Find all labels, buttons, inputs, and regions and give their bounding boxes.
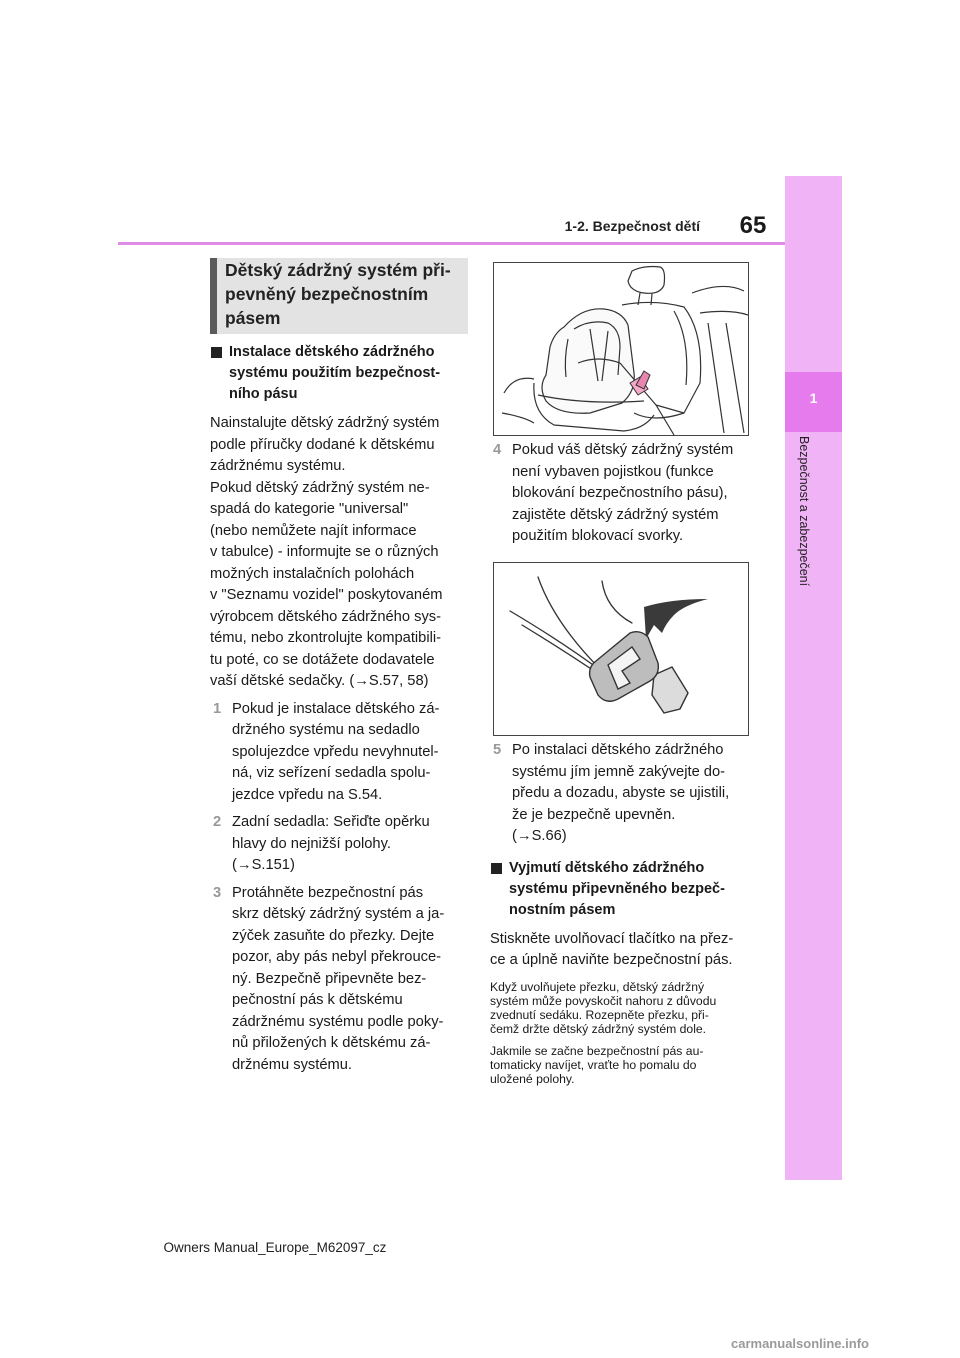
step-number: 3 bbox=[213, 884, 222, 901]
step-number: 5 bbox=[493, 742, 502, 758]
chapter-number: 1 bbox=[809, 390, 818, 406]
chapter-side-tab bbox=[785, 176, 842, 1180]
step-number: 2 bbox=[213, 814, 222, 830]
right-column bbox=[490, 440, 752, 548]
section-heading-line: pevněný bezpečnostním bbox=[225, 284, 429, 304]
step-number: 4 bbox=[493, 442, 502, 458]
right-column-lower bbox=[490, 740, 752, 1086]
watermark-text: carmanualsonline.info bbox=[731, 1336, 869, 1351]
locking-clip-illustration bbox=[493, 562, 749, 736]
step-number: 1 bbox=[213, 700, 222, 717]
left-column bbox=[210, 342, 468, 1076]
step-3: 3 Protáhněte bezpečnostní pás skrz dětský zádržný systém a ja- zýček zasuňte do přezky. Dejte pozor, aby pás nebyl překrouce- ný. Bezpečně připevněte bez- pečnostní pás k dětskému zádržnému systému podle poky- nů přiložených k dětskému zá- držnému systému. bbox=[213, 884, 445, 1073]
removal-subheading: Vyjmutí dětského zádržného systému připevněného bezpeč- nostním pásem bbox=[490, 858, 752, 921]
removal-note-1: Když uvolňujete přezku, dětský zádržný systém může povyskočit nahoru z důvodu zvednutí sedáku. Rozepněte přezku, při- čemž držte dětský zádržný systém dole. bbox=[490, 979, 717, 1036]
section-title: 1-2. Bezpečnost dětí bbox=[564, 218, 700, 234]
chapter-label: Bezpečnost a zabezpečení bbox=[797, 436, 811, 587]
square-bullet-icon bbox=[491, 863, 502, 874]
header-rule bbox=[118, 242, 785, 245]
removal-note-2: Jakmile se začne bezpečnostní pás au- tomaticky navíjet, vraťte ho pomalu do uložené polohy. bbox=[490, 1043, 704, 1086]
step-1: 1 Pokud je instalace dětského zá- držného systému na sedadlo spolujezdce vpředu nevyhnutel- ná, viz seřízení sedadla spolu- jezdce vpředu na S.54. bbox=[213, 700, 440, 803]
removal-paragraph: Stiskněte uvolňovací tlačítko na přez- ce a úplně naviňte bezpečnostní pás. bbox=[490, 930, 734, 968]
locking-clip-drawing bbox=[494, 563, 749, 736]
section-heading-box bbox=[210, 258, 468, 334]
section-heading-line: Dětský zádržný systém při- bbox=[225, 260, 451, 280]
document-footer: Owners Manual_Europe_M62097_cz bbox=[163, 1240, 387, 1255]
page-number: 65 bbox=[739, 212, 767, 239]
child-seat-illustration bbox=[493, 262, 749, 436]
step-5: 5 Po instalaci dětského zádržného systému jím jemně zakývejte do- předu a dozadu, abyste se ujistili, že je bezpečně upevněn. (→S.66) bbox=[493, 742, 730, 844]
install-subheading: Instalace dětského zádržného systému použitím bezpečnost- ního pásu bbox=[210, 342, 468, 405]
section-heading-line: pásem bbox=[225, 308, 281, 328]
square-bullet-icon bbox=[211, 347, 222, 358]
step-2: 2 Zadní sedadla: Seřiďte opěrku hlavy do nejnižší polohy. (→S.151) bbox=[213, 814, 430, 873]
install-intro-paragraph: Nainstalujte dětský zádržný systém podle příručky dodané k dětskému zádržnému systému. Pokud dětský zádržný systém ne- spadá do kategorie "universal" (nebo nemůžete najít informace v tabulce) - informujte se o různých možných instalačních polohách v "Seznamu vozidel" poskytovaném výrobcem dětského zádržného sys- tému, nebo zkontrolujte kompatibili- tu poté, co se dotážete dodavatele vaší dětské sedačky. (→S.57, 58) bbox=[210, 415, 443, 689]
step-4: 4 Pokud váš dětský zádržný systém není vybaven pojistkou (funkce blokování bezpečnostního pásu), zajistěte dětský zádržný systém použitím blokovací svorky. bbox=[493, 442, 734, 544]
child-seat-drawing bbox=[494, 263, 749, 436]
